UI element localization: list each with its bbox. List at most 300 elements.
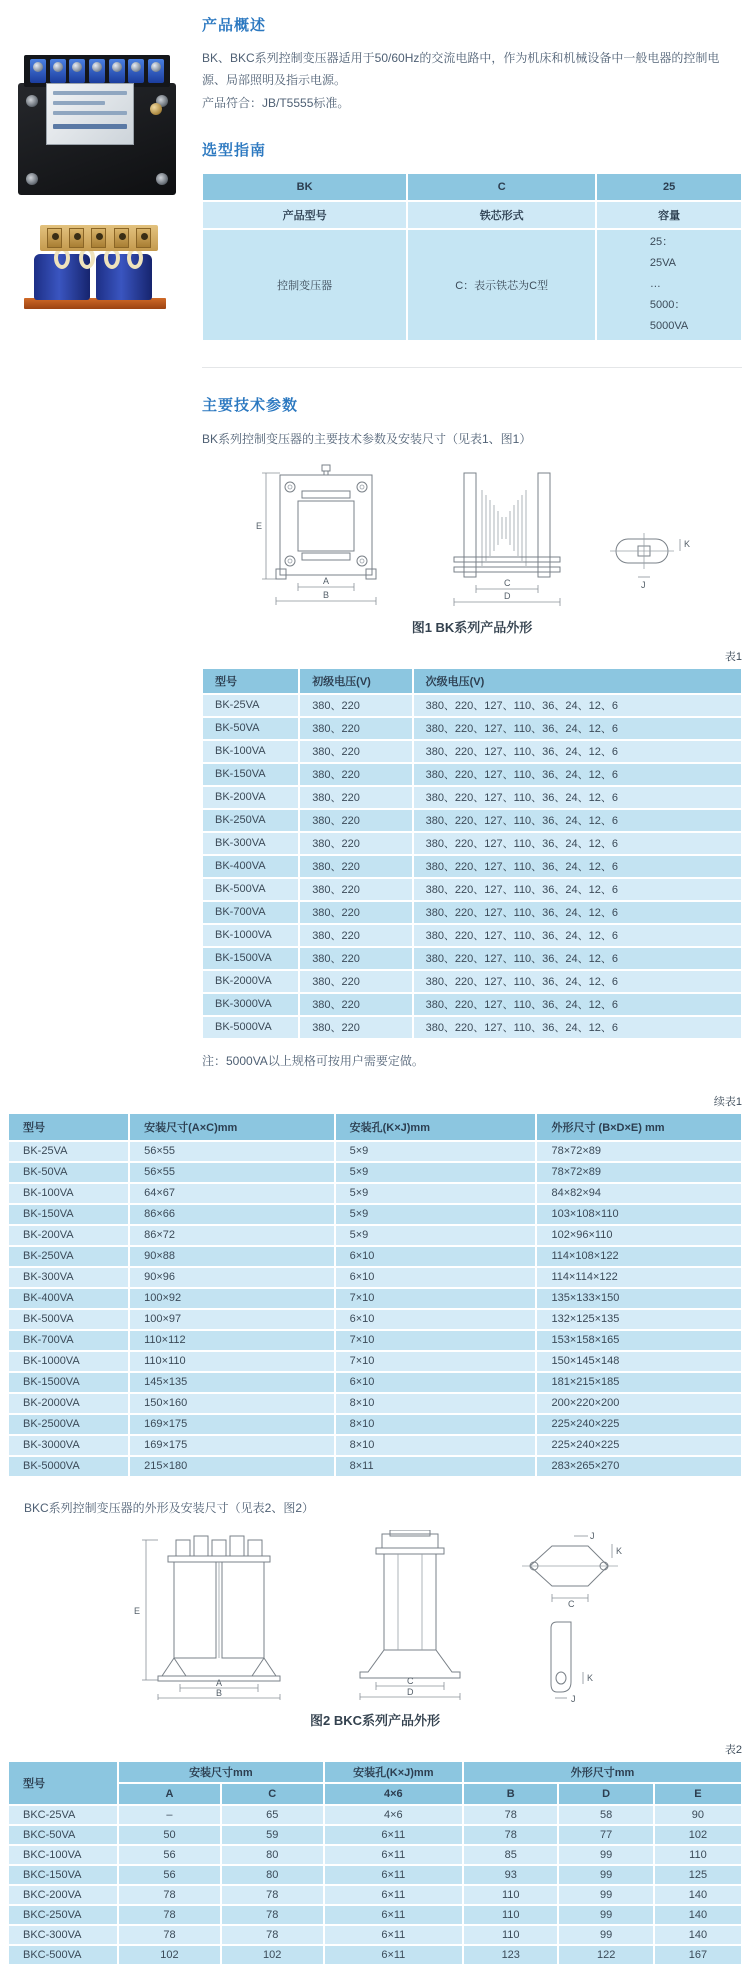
table-cell: 103×108×110 — [536, 1204, 742, 1225]
table-cell: 90×96 — [129, 1267, 335, 1288]
overview-standard: 产品符合：JB/T5555标准。 — [202, 96, 350, 111]
table-row — [202, 173, 742, 201]
table1-label: 表1 — [724, 650, 742, 663]
table-cell: 380、220、127、110、36、24、12、6 — [413, 717, 742, 740]
table-cell: 110 — [654, 1845, 742, 1865]
fig1-side-view-drawing — [442, 461, 572, 611]
table-cell: 380、220、127、110、36、24、12、6 — [413, 947, 742, 970]
table-header-cell: 型号 — [8, 1761, 118, 1805]
table-cell: 380、220、127、110、36、24、12、6 — [413, 832, 742, 855]
table-cell: 8×11 — [335, 1456, 537, 1477]
terminal-block — [69, 59, 85, 83]
table-cell: 90 — [654, 1805, 742, 1825]
table-row — [202, 717, 742, 740]
table-cell: 150×145×148 — [536, 1351, 742, 1372]
table-cell: 7×10 — [335, 1330, 537, 1351]
svg-text:B: B — [216, 1687, 223, 1698]
figure2-caption: 图2 BKC系列产品外形 — [309, 1712, 440, 1728]
table-cell: 25 — [596, 173, 742, 201]
table-row — [202, 668, 742, 694]
table-row — [8, 1288, 742, 1309]
table-cell: 59 — [221, 1825, 324, 1845]
table-cell: BK-700VA — [202, 901, 299, 924]
table-cell: 380、220、127、110、36、24、12、6 — [413, 786, 742, 809]
table-row — [202, 947, 742, 970]
table-cell: 6×10 — [335, 1267, 537, 1288]
table-row — [202, 924, 742, 947]
table-cell: – — [118, 1805, 221, 1825]
bk-nameplate-label — [46, 83, 134, 145]
table-cell: 380、220 — [299, 1016, 412, 1039]
terminal-block — [69, 228, 84, 248]
table-cell: 56×55 — [129, 1162, 335, 1183]
table-cell: 78×72×89 — [536, 1162, 742, 1183]
table-cell: 控制变压器 — [202, 229, 407, 341]
svg-text:C: C — [407, 1675, 414, 1686]
table-cell: BK-2500VA — [8, 1414, 129, 1435]
fig2-side-view-drawing — [340, 1530, 480, 1700]
table-cell: BK-150VA — [202, 763, 299, 786]
table-cell: 64×67 — [129, 1183, 335, 1204]
table-header-cell: 外形尺寸mm — [463, 1761, 742, 1783]
table-cell: 78 — [463, 1825, 558, 1845]
table-cell: 169×175 — [129, 1414, 335, 1435]
table-cell: 110×112 — [129, 1330, 335, 1351]
table-row — [8, 1761, 742, 1783]
table-cell: BK-400VA — [8, 1288, 129, 1309]
fig2-top-view-drawing — [516, 1530, 626, 1608]
table-cell: 140 — [654, 1885, 742, 1905]
terminal-block — [50, 59, 66, 83]
table-row — [202, 855, 742, 878]
svg-text:J: J — [590, 1530, 595, 1541]
table-cell: BK-250VA — [202, 809, 299, 832]
table-header-cell: 型号 — [202, 668, 299, 694]
table-cell: 5×9 — [335, 1162, 537, 1183]
terminal-block — [148, 59, 164, 83]
table-cell: BK-250VA — [8, 1246, 129, 1267]
table-row — [202, 809, 742, 832]
table-cell: 122 — [558, 1945, 653, 1965]
table-cell: BK-400VA — [202, 855, 299, 878]
full-width-section — [0, 1093, 750, 1965]
table-cell: 380、220 — [299, 786, 412, 809]
table-cell: BK-300VA — [202, 832, 299, 855]
table-cell: 8×10 — [335, 1414, 537, 1435]
table-cell: 380、220 — [299, 947, 412, 970]
table-row — [8, 1162, 742, 1183]
terminal-block — [91, 228, 106, 248]
capacity-lines: 25： 25VA … 5000： 5000VA — [649, 236, 689, 333]
table-cell: 容量 — [596, 201, 742, 229]
table-cell: BK-5000VA — [202, 1016, 299, 1039]
table-cell: BK-150VA — [8, 1204, 129, 1225]
table-cell: 169×175 — [129, 1435, 335, 1456]
fig2-front-view-drawing — [124, 1530, 304, 1700]
table-cell: 114×108×122 — [536, 1246, 742, 1267]
table-cell: BK-100VA — [202, 740, 299, 763]
svg-text:K: K — [587, 1672, 594, 1683]
table-cell: 380、220 — [299, 809, 412, 832]
table-row — [8, 1267, 742, 1288]
table-cell: 58 — [558, 1805, 653, 1825]
table-cell: 6×10 — [335, 1372, 537, 1393]
table-cell: BK-500VA — [202, 878, 299, 901]
table2-bkc-dimensions-table — [8, 1761, 742, 1965]
table-header-cell: C — [221, 1783, 324, 1805]
table-cell: BK — [202, 173, 407, 201]
bk-series-intro: BK系列控制变压器的主要技术参数及安装尺寸（见表1、图1） — [202, 431, 532, 446]
table-header-cell: 安装孔(K×J)mm — [335, 1113, 537, 1141]
table-cell: C：表示铁芯为C型 — [407, 229, 596, 341]
table-cell: BK-1500VA — [202, 947, 299, 970]
table-cell: BKC-500VA — [8, 1945, 118, 1965]
table-cell: 140 — [654, 1905, 742, 1925]
table-cell: 6×10 — [335, 1246, 537, 1267]
table1-voltage-table — [202, 668, 742, 1039]
table-row — [8, 1351, 742, 1372]
table-row — [8, 1183, 742, 1204]
bkc-product-photo — [24, 225, 166, 309]
figure1-caption: 图1 BK系列产品外形 — [411, 619, 533, 635]
table-cell: BK-50VA — [202, 717, 299, 740]
table-cell: BK-500VA — [8, 1309, 129, 1330]
table-row — [202, 229, 742, 341]
table-row — [202, 1016, 742, 1039]
table-cell: 99 — [558, 1845, 653, 1865]
table1-note: 注：5000VA以上规格可按用户需要定做。 — [202, 1053, 424, 1068]
table-cell: BK-2000VA — [8, 1393, 129, 1414]
table-header-cell: D — [558, 1783, 653, 1805]
table-row — [8, 1905, 742, 1925]
table-cell: 110×110 — [129, 1351, 335, 1372]
table-cell: 102 — [654, 1825, 742, 1845]
table-cell: 6×10 — [335, 1309, 537, 1330]
table-cell: 78 — [221, 1905, 324, 1925]
terminal-block — [47, 228, 62, 248]
table-cell: 380、220 — [299, 878, 412, 901]
table-cell: 380、220、127、110、36、24、12、6 — [413, 763, 742, 786]
table-cell: 380、220、127、110、36、24、12、6 — [413, 1016, 742, 1039]
table-cell: 产品型号 — [202, 201, 407, 229]
table-cell: 78 — [463, 1805, 558, 1825]
table-cell: BKC-100VA — [8, 1845, 118, 1865]
table-header-cell: E — [654, 1783, 742, 1805]
table-cell: BKC-150VA — [8, 1865, 118, 1885]
table-cell: BKC-50VA — [8, 1825, 118, 1845]
fig2-detail-stack — [516, 1530, 626, 1704]
table-cell: 5×9 — [335, 1225, 537, 1246]
table-cell: 铁芯形式 — [407, 201, 596, 229]
table-cell: 140 — [654, 1925, 742, 1945]
table-cell: 114×114×122 — [536, 1267, 742, 1288]
table-cell: BK-1000VA — [8, 1351, 129, 1372]
table-row — [8, 1925, 742, 1945]
bk-product-photo — [18, 55, 176, 195]
table-cell: 110 — [463, 1925, 558, 1945]
svg-text:J: J — [571, 1693, 576, 1704]
table-cell: 6×11 — [324, 1925, 463, 1945]
table-row — [8, 1204, 742, 1225]
table-row — [8, 1945, 742, 1965]
table-row — [8, 1805, 742, 1825]
table-row — [8, 1865, 742, 1885]
table-cell: 181×215×185 — [536, 1372, 742, 1393]
table-cell: 80 — [221, 1845, 324, 1865]
table-cell: 5×9 — [335, 1204, 537, 1225]
table-cell: 78 — [118, 1885, 221, 1905]
table-cell: 380、220 — [299, 717, 412, 740]
fig1-mounting-slot-drawing — [608, 521, 698, 591]
table-cell: 100×92 — [129, 1288, 335, 1309]
table-cell: BK-700VA — [8, 1330, 129, 1351]
table-cell: 99 — [558, 1885, 653, 1905]
table-cell: 7×10 — [335, 1351, 537, 1372]
table-row — [8, 1393, 742, 1414]
table-cell: 6×11 — [324, 1825, 463, 1845]
table-row — [8, 1414, 742, 1435]
table-row — [8, 1141, 742, 1162]
table-cell: 6×11 — [324, 1885, 463, 1905]
svg-text:A: A — [323, 575, 330, 586]
table-cell: 78×72×89 — [536, 1141, 742, 1162]
table-row — [8, 1435, 742, 1456]
bk-terminal-screw — [150, 103, 162, 115]
table-cell: 84×82×94 — [536, 1183, 742, 1204]
table-cell: 102×96×110 — [536, 1225, 742, 1246]
table-cell: BK-200VA — [202, 786, 299, 809]
table1-cont-label: 续表1 — [713, 1095, 742, 1108]
tech-params-heading: 主要技术参数 — [202, 396, 299, 414]
table-cell: 145×135 — [129, 1372, 335, 1393]
table-cell: 5×9 — [335, 1183, 537, 1204]
table-cell: 78 — [118, 1925, 221, 1945]
table-header-cell: 次级电压(V) — [413, 668, 742, 694]
table-cell: BK-200VA — [8, 1225, 129, 1246]
table-cell: 380、220 — [299, 970, 412, 993]
table-cell: 380、220 — [299, 924, 412, 947]
table-row — [8, 1845, 742, 1865]
table-header-cell: 4×6 — [324, 1783, 463, 1805]
terminal-block — [30, 59, 46, 83]
table-cell: 86×72 — [129, 1225, 335, 1246]
table-row — [202, 694, 742, 717]
table-cell: BKC-250VA — [8, 1905, 118, 1925]
table-cell: 200×220×200 — [536, 1393, 742, 1414]
table-cell: 123 — [463, 1945, 558, 1965]
table-cell: 77 — [558, 1825, 653, 1845]
table-cell: 50 — [118, 1825, 221, 1845]
table-row — [202, 970, 742, 993]
table-cell: 78 — [221, 1885, 324, 1905]
table-cell: 56 — [118, 1865, 221, 1885]
table-cell: 225×240×225 — [536, 1435, 742, 1456]
table-cell: 8×10 — [335, 1393, 537, 1414]
table-cell — [596, 229, 742, 341]
table-row — [202, 763, 742, 786]
table-row — [8, 1783, 742, 1805]
table-header-cell: B — [463, 1783, 558, 1805]
table-cell: 153×158×165 — [536, 1330, 742, 1351]
mounting-hole — [156, 173, 168, 185]
selection-heading: 选型指南 — [202, 141, 267, 159]
table-cell: 6×11 — [324, 1905, 463, 1925]
table1-dimensions-table — [8, 1113, 742, 1477]
table-cell: 135×133×150 — [536, 1288, 742, 1309]
table-cell: 102 — [118, 1945, 221, 1965]
table-row — [8, 1113, 742, 1141]
mounting-hole — [26, 95, 38, 107]
table-cell: 99 — [558, 1905, 653, 1925]
table-cell: 380、220 — [299, 694, 412, 717]
fig2-bracket-drawing — [531, 1618, 611, 1704]
table-cell: 380、220、127、110、36、24、12、6 — [413, 694, 742, 717]
table-row — [8, 1309, 742, 1330]
table-row — [8, 1372, 742, 1393]
table-cell: 380、220 — [299, 740, 412, 763]
table-header-cell: A — [118, 1783, 221, 1805]
table-cell: BK-1000VA — [202, 924, 299, 947]
table-cell: BK-3000VA — [8, 1435, 129, 1456]
svg-text:E: E — [256, 520, 263, 531]
terminal-block — [109, 59, 125, 83]
section-divider — [202, 367, 742, 368]
table-cell: 132×125×135 — [536, 1309, 742, 1330]
table-header-cell: 外形尺寸 (B×D×E) mm — [536, 1113, 742, 1141]
table-row — [8, 1246, 742, 1267]
table-cell: 8×10 — [335, 1435, 537, 1456]
table-cell: 5×9 — [335, 1141, 537, 1162]
table-cell: 99 — [558, 1865, 653, 1885]
svg-text:K: K — [684, 538, 691, 549]
content-column — [196, 0, 750, 1069]
svg-text:D: D — [407, 1686, 414, 1697]
terminal-block — [114, 228, 129, 248]
table-cell: 102 — [221, 1945, 324, 1965]
svg-text:B: B — [323, 589, 330, 600]
table-cell: 380、220 — [299, 763, 412, 786]
table-cell: BKC-25VA — [8, 1805, 118, 1825]
table-row — [202, 201, 742, 229]
table-cell: C — [407, 173, 596, 201]
table-row — [202, 740, 742, 763]
table-row — [8, 1330, 742, 1351]
photo-column — [0, 0, 196, 1069]
table-row — [202, 993, 742, 1016]
table-cell: 80 — [221, 1865, 324, 1885]
table-cell: BK-50VA — [8, 1162, 129, 1183]
table-header-cell: 初级电压(V) — [299, 668, 412, 694]
table-cell: 380、220、127、110、36、24、12、6 — [413, 993, 742, 1016]
table-header-cell: 安装孔(K×J)mm — [324, 1761, 463, 1783]
table-header-cell: 安装尺寸(A×C)mm — [129, 1113, 335, 1141]
table-cell: 380、220、127、110、36、24、12、6 — [413, 740, 742, 763]
table-cell: 380、220、127、110、36、24、12、6 — [413, 855, 742, 878]
table-cell: BK-2000VA — [202, 970, 299, 993]
table-row — [8, 1885, 742, 1905]
table-cell: 225×240×225 — [536, 1414, 742, 1435]
table-cell: 380、220、127、110、36、24、12、6 — [413, 970, 742, 993]
overview-paragraph: BK、BKC系列控制变压器适用于50/60Hz的交流电路中，作为机床和机械设备中一般电器的控制电源、局部照明及指示电源。 — [202, 51, 720, 87]
figure2-bkc-outline — [8, 1530, 742, 1704]
bkc-series-intro: BKC系列控制变压器的外形及安装尺寸（见表2、图2） — [24, 1500, 315, 1515]
table-row — [8, 1225, 742, 1246]
svg-text:C: C — [568, 1598, 575, 1608]
terminal-block — [136, 228, 151, 248]
table-cell: 4×6 — [324, 1805, 463, 1825]
table-cell: BK-5000VA — [8, 1456, 129, 1477]
svg-text:C: C — [504, 577, 511, 588]
fig1-front-view-drawing — [246, 461, 406, 611]
figure1-bk-outline — [202, 461, 742, 611]
table-cell: BKC-200VA — [8, 1885, 118, 1905]
table-cell: 380、220 — [299, 832, 412, 855]
bkc-terminal-strip — [40, 225, 158, 251]
table-cell: 56 — [118, 1845, 221, 1865]
selection-guide-table — [202, 173, 742, 341]
table-cell: 167 — [654, 1945, 742, 1965]
svg-text:J: J — [641, 579, 646, 590]
table-cell: 6×11 — [324, 1945, 463, 1965]
table-header-cell: 安装尺寸mm — [118, 1761, 324, 1783]
table-cell: BK-1500VA — [8, 1372, 129, 1393]
table-cell: BK-3000VA — [202, 993, 299, 1016]
table-cell: 110 — [463, 1905, 558, 1925]
table-cell: 380、220 — [299, 855, 412, 878]
table-row — [202, 901, 742, 924]
table-cell: 380、220、127、110、36、24、12、6 — [413, 924, 742, 947]
table-cell: BK-100VA — [8, 1183, 129, 1204]
svg-text:K: K — [616, 1545, 623, 1556]
svg-text:A: A — [216, 1677, 223, 1688]
table-cell: 110 — [463, 1885, 558, 1905]
table-cell: BKC-300VA — [8, 1925, 118, 1945]
table-cell: 99 — [558, 1925, 653, 1945]
table-header-cell: 型号 — [8, 1113, 129, 1141]
table-cell: 100×97 — [129, 1309, 335, 1330]
table-cell: 86×66 — [129, 1204, 335, 1225]
table-cell: 78 — [221, 1925, 324, 1945]
table-cell: 7×10 — [335, 1288, 537, 1309]
table-cell: 283×265×270 — [536, 1456, 742, 1477]
table-cell: 380、220 — [299, 901, 412, 924]
table-cell: BK-300VA — [8, 1267, 129, 1288]
terminal-block — [89, 59, 105, 83]
mounting-hole — [26, 173, 38, 185]
table-row — [8, 1456, 742, 1477]
svg-text:E: E — [134, 1605, 141, 1616]
terminal-block — [128, 59, 144, 83]
table-cell: 380、220、127、110、36、24、12、6 — [413, 878, 742, 901]
table-cell: 380、220、127、110、36、24、12、6 — [413, 901, 742, 924]
table-cell: 90×88 — [129, 1246, 335, 1267]
table-row — [202, 832, 742, 855]
overview-heading: 产品概述 — [202, 17, 267, 34]
table-cell: 380、220 — [299, 993, 412, 1016]
table-row — [202, 878, 742, 901]
table-cell: BK-25VA — [202, 694, 299, 717]
table-cell: 380、220、127、110、36、24、12、6 — [413, 809, 742, 832]
table-cell: 215×180 — [129, 1456, 335, 1477]
table-cell: 78 — [118, 1905, 221, 1925]
table-cell: BK-25VA — [8, 1141, 129, 1162]
table-cell: 125 — [654, 1865, 742, 1885]
table-cell: 6×11 — [324, 1845, 463, 1865]
table-cell: 93 — [463, 1865, 558, 1885]
table-cell: 85 — [463, 1845, 558, 1865]
table-row — [8, 1825, 742, 1845]
svg-text:D: D — [504, 590, 511, 601]
